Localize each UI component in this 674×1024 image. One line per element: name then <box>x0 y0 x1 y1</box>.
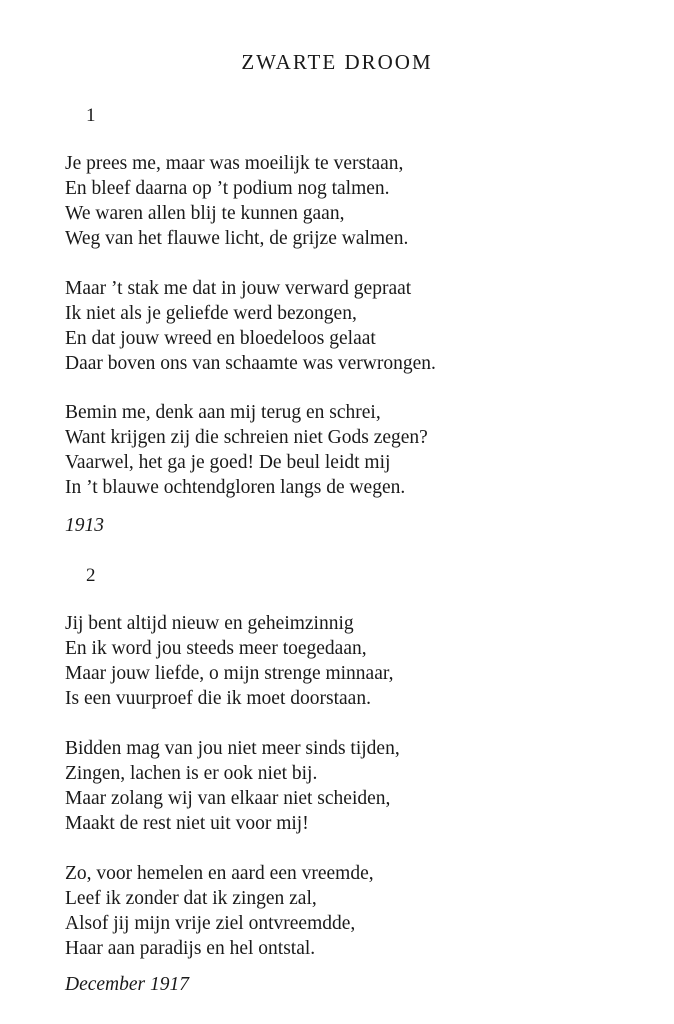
poem-line: Is een vuurproef die ik moet doorstaan. <box>65 688 371 709</box>
stanza-1-2 <box>65 276 625 376</box>
poem-line: Weg van het flauwe licht, de grijze walmen. <box>65 228 409 249</box>
poem-line: In ’t blauwe ochtendgloren langs de wegen. <box>65 477 406 498</box>
section-number-2: 2 <box>86 565 96 586</box>
poem-line: Leef ik zonder dat ik zingen zal, <box>65 888 317 909</box>
stanza-1-3 <box>65 400 625 500</box>
poem-line: We waren allen blij te kunnen gaan, <box>65 203 345 224</box>
stanza-2-1 <box>65 611 625 711</box>
stanza-2-3 <box>65 861 625 961</box>
poem-line: Maar jouw liefde, o mijn strenge minnaar, <box>65 663 394 684</box>
stanza-2-2 <box>65 736 625 836</box>
poem-line: Jij bent altijd nieuw en geheimzinnig <box>65 613 354 634</box>
poem-line: En dat jouw wreed en bloedeloos gelaat <box>65 328 376 349</box>
poem-line: Daar boven ons van schaamte was verwrongen. <box>65 353 436 374</box>
poem-line: Je prees me, maar was moeilijk te verstaan, <box>65 153 404 174</box>
poem-line: Alsof jij mijn vrije ziel ontvreemdde, <box>65 913 356 934</box>
poem-line: En bleef daarna op ’t podium nog talmen. <box>65 178 390 199</box>
poem-line: Maakt de rest niet uit voor mij! <box>65 813 309 834</box>
poem-line: Bemin me, denk aan mij terug en schrei, <box>65 402 381 423</box>
poem-title: ZWARTE DROOM <box>241 50 433 74</box>
poem-line: En ik word jou steeds meer toegedaan, <box>65 638 367 659</box>
poem-date-1: 1913 <box>65 515 104 536</box>
poem-date-2: December 1917 <box>65 974 189 995</box>
stanza-1-1 <box>65 151 625 251</box>
poem-line: Vaarwel, het ga je goed! De beul leidt mij <box>65 452 391 473</box>
poem-line: Zingen, lachen is er ook niet bij. <box>65 763 318 784</box>
poem-line: Maar ’t stak me dat in jouw verward gepraat <box>65 278 412 299</box>
poem-line: Zo, voor hemelen en aard een vreemde, <box>65 863 374 884</box>
section-number-1: 1 <box>86 105 96 126</box>
poem-line: Bidden mag van jou niet meer sinds tijden, <box>65 738 400 759</box>
poem-line: Maar zolang wij van elkaar niet scheiden, <box>65 788 391 809</box>
poem-line: Ik niet als je geliefde werd bezongen, <box>65 303 357 324</box>
poem-line: Want krijgen zij die schreien niet Gods zegen? <box>65 427 428 448</box>
poem-line: Haar aan paradijs en hel ontstal. <box>65 938 316 959</box>
